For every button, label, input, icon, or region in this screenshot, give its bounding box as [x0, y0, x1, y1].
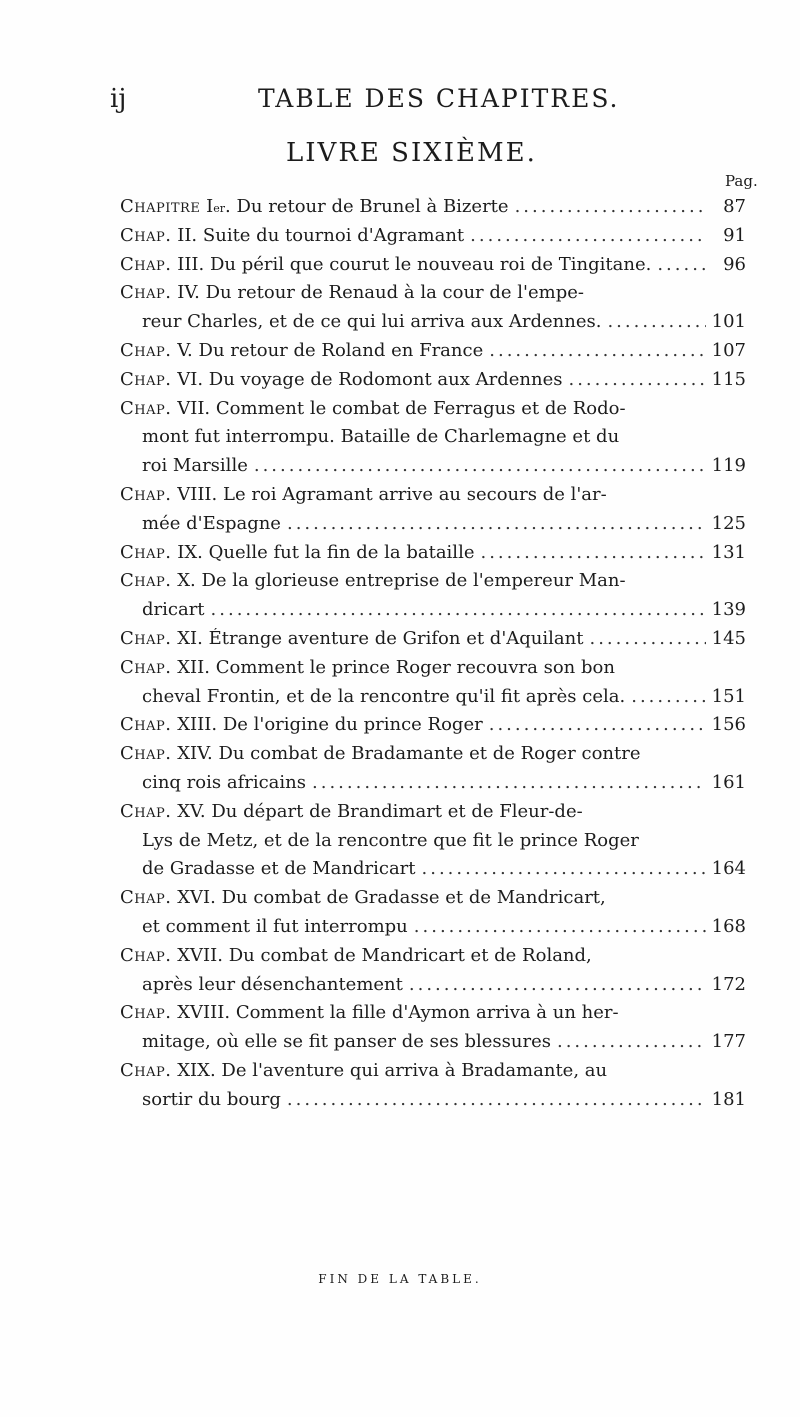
chapter-title-line: De l'origine du prince Roger: [222, 714, 483, 736]
chapter-number: XVI.: [177, 887, 216, 909]
chapter-label: Chap.: [120, 541, 172, 563]
chapter-number: VII.: [177, 397, 211, 419]
leader-dots: [254, 455, 706, 476]
chapter-page-number: 181: [711, 1088, 746, 1110]
toc-line: [120, 657, 746, 686]
chapter-title-line: Du retour de Brunel à Bizerte: [236, 196, 509, 217]
chapter-page-number: 125: [711, 512, 746, 534]
toc-line: [120, 369, 746, 398]
chapter-title-line: Comment la fille d'Aymon arriva à un her-: [235, 1002, 619, 1024]
chapter-page-number: 115: [711, 368, 746, 390]
chapter-number: VIII.: [177, 483, 218, 505]
chapter-label: Chap.: [120, 339, 172, 361]
chapter-label: Chap.: [120, 253, 172, 275]
chapter-title-line: Comment le prince Roger recouvra son bon: [215, 656, 615, 678]
toc-line: [120, 484, 746, 513]
punctuation: .: [224, 196, 231, 217]
chapter-label: Chap.: [120, 656, 172, 678]
leader-dots: [414, 916, 706, 937]
chapter-label: Chap.: [120, 1002, 172, 1024]
toc-line: [120, 772, 746, 801]
chapter-label: Chap.: [120, 944, 172, 966]
toc-line: [120, 1060, 746, 1089]
chapter-page-number: 119: [711, 455, 746, 477]
leader-dots: [287, 513, 706, 534]
chapter-title-line: Le roi Agramant arrive au secours de l'ar-: [223, 483, 607, 505]
toc-line: [120, 974, 746, 1003]
chapter-page-number: 151: [711, 685, 746, 707]
chapter-title-line: Du combat de Bradamante et de Roger contre: [218, 743, 641, 765]
chapter-title-line: Suite du tournoi d'Agramant: [202, 224, 465, 246]
chapter-title-line: cinq rois africains: [142, 771, 306, 793]
toc-line: [120, 1002, 746, 1031]
leader-dots: [489, 340, 705, 361]
leader-dots: [607, 311, 705, 332]
chapter-title-line: Du voyage de Rodomont aux Ardennes: [208, 368, 563, 390]
chapter-page-number: 87: [723, 196, 746, 217]
toc-line: [120, 801, 746, 830]
toc-line: [120, 916, 746, 945]
chapter-number: IX.: [177, 541, 203, 563]
toc-line: [120, 426, 746, 455]
chapter-page-number: 168: [711, 915, 746, 937]
toc-line: [120, 254, 746, 283]
chapter-title-line: et comment il fut interrompu: [142, 915, 408, 937]
chapter-number-superscript: er: [213, 202, 225, 215]
chapter-title-line: Du combat de Gradasse et de Mandricart,: [221, 887, 606, 909]
chapter-title-line: Lys de Metz, et de la rencontre que fit le prince Roger: [142, 829, 639, 851]
toc-line: [120, 398, 746, 427]
chapter-title-line: dricart: [142, 599, 205, 621]
toc-line: [120, 858, 746, 887]
toc-line: [120, 513, 746, 542]
chapter-title-line: Comment le combat de Ferragus et de Rodo-: [215, 397, 626, 419]
chapter-title-line: mont fut interrompu. Bataille de Charlemagne et du: [142, 426, 620, 448]
end-of-table: FIN DE LA TABLE.: [318, 1272, 482, 1286]
chapter-label: Chap.: [120, 887, 172, 909]
chapter-title-line: mée d'Espagne: [142, 512, 281, 534]
chapter-label: Chap.: [120, 627, 172, 649]
leader-dots: [557, 1031, 706, 1052]
page-column-label: Pag.: [725, 172, 758, 190]
chapter-title-line: reur Charles, et de ce qui lui arriva aux Ardennes.: [142, 311, 602, 333]
chapter-number: IV.: [177, 282, 200, 304]
chapter-title-line: mitage, où elle se fit panser de ses blessures: [142, 1031, 551, 1053]
chapter-page-number: 145: [711, 627, 746, 649]
chapter-number: X.: [177, 570, 196, 592]
chapter-number: XII.: [177, 656, 210, 678]
leader-dots: [287, 1089, 706, 1110]
toc-line: [120, 570, 746, 599]
leader-dots: [489, 714, 706, 735]
chapter-page-number: 139: [711, 599, 746, 621]
toc-line: [120, 887, 746, 916]
toc-line: [120, 311, 746, 340]
chapter-page-number: 107: [711, 339, 746, 361]
book-title: LIVRE SIXIÈME.: [286, 138, 537, 168]
toc-line: [120, 282, 746, 311]
chapter-title-line: Du péril que courut le nouveau roi de Tingitane.: [210, 253, 652, 275]
leader-dots: [657, 254, 706, 275]
chapter-label: Chap.: [120, 743, 172, 765]
chapter-label: Chap.: [120, 800, 172, 822]
chapter-label: Chap.: [120, 570, 172, 592]
toc-line: [120, 340, 746, 369]
chapter-title-line: Étrange aventure de Grifon et d'Aquilant: [208, 627, 584, 649]
chapter-number: III.: [177, 253, 205, 275]
chapter-label: Chap.: [120, 1059, 172, 1081]
chapter-label: Chap.: [120, 282, 172, 304]
chapter-page-number: 172: [711, 973, 746, 995]
leader-dots: [515, 196, 706, 217]
toc-line: [120, 1031, 746, 1060]
leader-dots: [470, 225, 706, 246]
chapter-title-line: roi Marsille: [142, 455, 248, 477]
chapter-title-line: Du départ de Brandimart et de Fleur-de-: [211, 800, 583, 822]
chapter-page-number: 131: [711, 541, 746, 563]
toc-line: [120, 686, 746, 715]
chapter-page-number: 91: [723, 224, 746, 246]
chapter-page-number: 161: [711, 771, 746, 793]
chapter-title-line: De la glorieuse entreprise de l'empereur Man-: [201, 570, 626, 592]
chapter-number: VI.: [177, 368, 204, 390]
chapter-label: Chap.: [120, 368, 172, 390]
chapter-number: XV.: [177, 800, 206, 822]
toc-line: [120, 628, 746, 657]
chapter-title-line: cheval Frontin, et de la rencontre qu'il fit après cela.: [142, 685, 626, 707]
running-title: TABLE DES CHAPITRES.: [258, 84, 620, 113]
chapter-label: Chap.: [120, 483, 172, 505]
chapter-number: V.: [177, 339, 193, 361]
chapter-title-line: après leur désenchantement: [142, 973, 403, 995]
toc-line: [120, 599, 746, 628]
chapter-title-line: de Gradasse et de Mandricart: [142, 858, 416, 880]
chapter-title-line: sortir du bourg: [142, 1088, 281, 1110]
leader-dots: [568, 369, 705, 390]
toc-line: [120, 196, 746, 225]
leader-dots: [312, 772, 706, 793]
chapter-page-number: 96: [723, 253, 746, 275]
toc-line: [120, 743, 746, 772]
chapter-label: Chap.: [120, 397, 172, 419]
chapter-label: Chapitre: [120, 196, 201, 217]
leader-dots: [589, 628, 705, 649]
chapter-page-number: 101: [711, 311, 746, 333]
leader-dots: [480, 542, 705, 563]
leader-dots: [422, 858, 706, 879]
toc-line: [120, 830, 746, 859]
chapter-label: Chap.: [120, 714, 172, 736]
leader-dots: [631, 686, 705, 707]
chapter-number: XVIII.: [177, 1002, 231, 1024]
chapter-number: XI.: [177, 627, 203, 649]
toc-line: [120, 542, 746, 571]
leader-dots: [409, 974, 706, 995]
chapter-number: XIII.: [177, 714, 218, 736]
toc-line: [120, 1089, 746, 1118]
chapter-title-line: Quelle fut la fin de la bataille: [208, 541, 475, 563]
chapter-title-line: Du combat de Mandricart et de Roland,: [228, 944, 592, 966]
leader-dots: [211, 599, 706, 620]
chapter-number: II.: [177, 224, 198, 246]
page-number: ij: [110, 84, 127, 114]
chapter-label: Chap.: [120, 224, 172, 246]
chapter-title-line: De l'aventure qui arriva à Bradamante, au: [221, 1059, 608, 1081]
toc-line: [120, 455, 746, 484]
chapter-number: XVII.: [177, 944, 223, 966]
table-of-contents: [120, 196, 746, 1118]
chapter-page-number: 164: [711, 858, 746, 880]
chapter-title-line: Du retour de Roland en France: [198, 339, 484, 361]
chapter-number: XIX.: [177, 1059, 216, 1081]
chapter-number: XIV.: [177, 743, 213, 765]
chapter-number: I: [206, 196, 214, 217]
chapter-page-number: 156: [711, 714, 746, 736]
chapter-page-number: 177: [711, 1031, 746, 1053]
toc-line: [120, 714, 746, 743]
toc-line: [120, 945, 746, 974]
chapter-title-line: Du retour de Renaud à la cour de l'empe-: [205, 282, 584, 304]
toc-line: [120, 225, 746, 254]
